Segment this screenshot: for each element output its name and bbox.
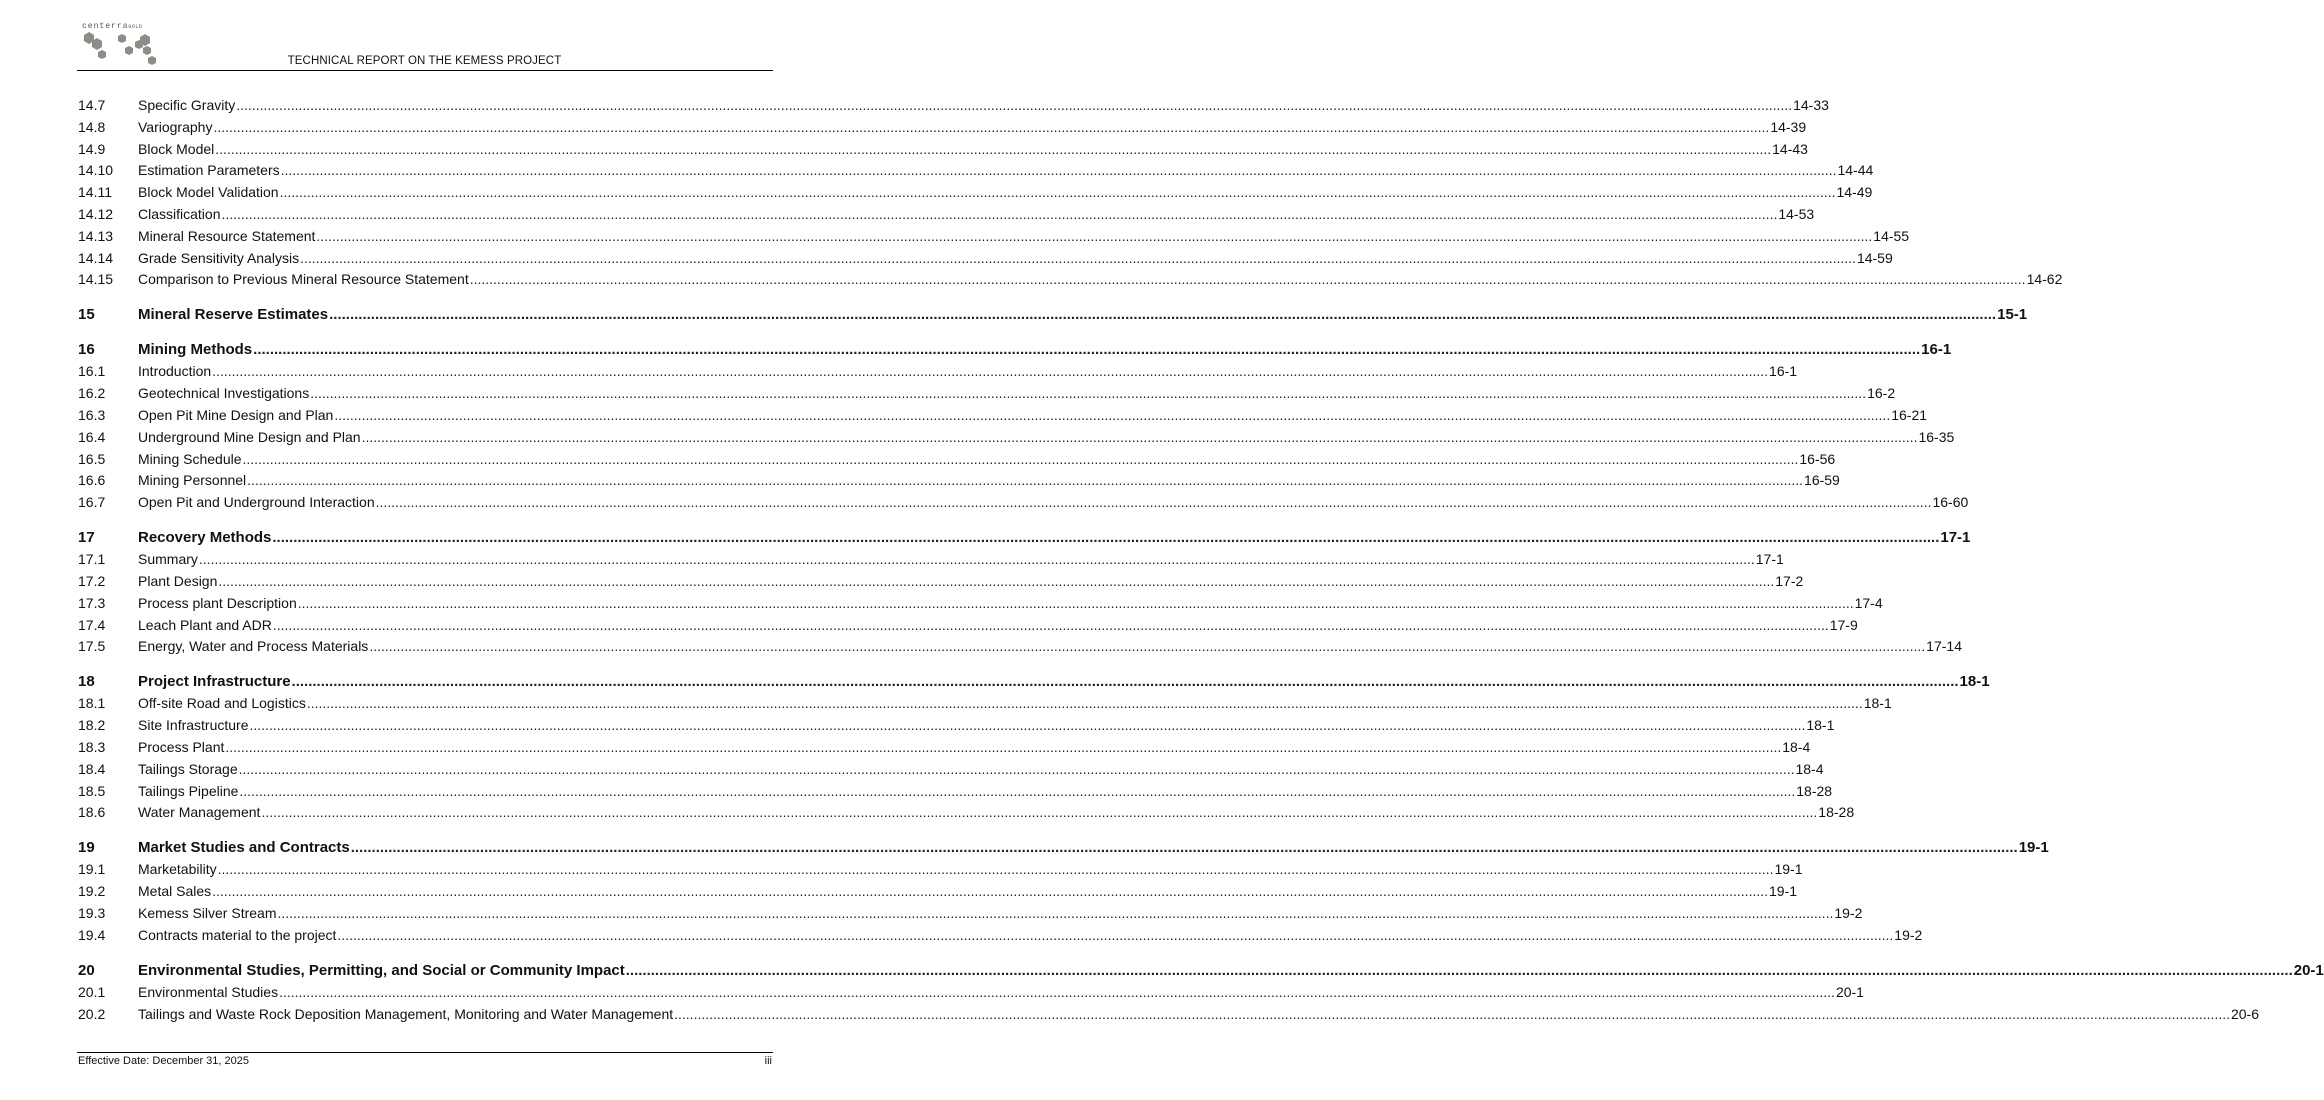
toc-entry-title: Leach Plant and ADR: [138, 616, 272, 633]
dot-leader: ................................................................................................................................................................................................................................................................................................................................................................................................................: [316, 227, 1873, 244]
toc-section-entry[interactable]: [78, 861, 1803, 881]
toc-entry-number: 18.2: [78, 717, 106, 734]
toc-entry-number: 14.9: [78, 140, 106, 157]
toc-section-entry[interactable]: [78, 494, 1969, 514]
dot-leader: ................................................................................................................................................................................................................................................................................................................................................................................................................: [469, 271, 2026, 288]
dot-leader: ................................................................................................................................................................................................................................................................................................................................................................................................................: [369, 638, 1926, 655]
toc-section-entry[interactable]: [78, 905, 1863, 925]
toc-entry-page: 19-2: [1894, 926, 1923, 943]
toc-entry-title: Tailings and Waste Rock Deposition Management, Monitoring and Water Management: [138, 1005, 674, 1022]
dot-leader: ................................................................................................................................................................................................................................................................................................................................................................................................................: [239, 782, 1796, 799]
toc-entry-title: Marketability: [138, 861, 217, 878]
toc-section-entry[interactable]: [78, 140, 1808, 161]
dot-leader: ................................................................................................................................................................................................................................................................................................................................................................................................................: [280, 162, 1837, 179]
dot-leader: ................................................................................................................................................................................................................................................................................................................................................................................................................: [238, 760, 1795, 777]
toc-entry-page: 18-28: [1796, 782, 1833, 799]
toc-entry-number: 17.5: [78, 638, 106, 655]
toc-section-entry[interactable]: [78, 926, 1923, 947]
toc-entry-number: 16.4: [78, 428, 106, 445]
toc-entry-title: Environmental Studies, Permitting, and Social or Community Impact: [138, 961, 625, 979]
toc-entry-title: Variography: [138, 118, 213, 135]
toc-entry-number: 14.10: [78, 162, 114, 179]
toc-entry-number: 18.4: [78, 760, 106, 777]
toc-section-entry[interactable]: [78, 249, 1893, 270]
dot-leader: ................................................................................................................................................................................................................................................................................................................................................................................................................: [272, 616, 1829, 633]
toc-entry-number: 19.2: [78, 883, 106, 900]
toc-chapter-entry[interactable]: [78, 306, 2028, 326]
toc-section-entry[interactable]: [78, 428, 1955, 449]
toc-entry-page: 20-6: [2230, 1005, 2260, 1022]
dot-leader: ................................................................................................................................................................................................................................................................................................................................................................................................................: [329, 306, 1997, 324]
dot-leader: ................................................................................................................................................................................................................................................................................................................................................................................................................: [247, 472, 1804, 489]
dot-leader: ................................................................................................................................................................................................................................................................................................................................................................................................................: [310, 385, 1867, 402]
toc-entry-title: Plant Design: [138, 573, 218, 589]
toc-entry-title: Recovery Methods: [138, 529, 272, 547]
toc-section-entry[interactable]: [78, 271, 2063, 291]
toc-chapter-entry[interactable]: [78, 673, 1990, 693]
toc-entry-number: 16.5: [78, 450, 106, 467]
toc-entry-page: 16-21: [1891, 407, 1928, 423]
report-header-title: TECHNICAL REPORT ON THE KEMESS PROJECT: [287, 55, 562, 67]
toc-entry-page: 14-43: [1772, 140, 1808, 157]
toc-section-entry[interactable]: [78, 695, 1892, 715]
toc-entry-title: Market Studies and Contracts: [138, 839, 350, 857]
toc-entry-number: 14.7: [78, 97, 106, 113]
toc-chapter-entry[interactable]: [78, 839, 2049, 859]
dot-leader: ................................................................................................................................................................................................................................................................................................................................................................................................................: [306, 695, 1863, 712]
dot-leader: ................................................................................................................................................................................................................................................................................................................................................................................................................: [218, 573, 1775, 589]
dot-leader: ................................................................................................................................................................................................................................................................................................................................................................................................................: [297, 594, 1854, 611]
toc-section-entry[interactable]: [78, 983, 1864, 1004]
toc-entry-title: Kemess Silver Stream: [138, 905, 277, 921]
toc-entry-number: 20.1: [78, 983, 106, 1000]
toc-entry-title: Geotechnical Investigations: [138, 385, 310, 402]
page-number: iii: [764, 1055, 772, 1067]
toc-entry-title: Process Plant: [138, 739, 225, 755]
toc-entry-title: Water Management: [138, 804, 261, 821]
dot-leader: ................................................................................................................................................................................................................................................................................................................................................................................................................: [674, 1005, 2230, 1022]
footer-divider: [77, 1052, 773, 1053]
toc-entry-title: Off-site Road and Logistics: [138, 695, 306, 712]
toc-entry-title: Mining Personnel: [138, 472, 247, 489]
toc-entry-page: 18-4: [1782, 739, 1811, 755]
toc-entry-number: 18.5: [78, 782, 106, 799]
toc-entry-number: 16: [78, 341, 95, 359]
toc-entry-page: 18-1: [1863, 695, 1892, 712]
toc-entry-title: Environmental Studies: [138, 983, 279, 1000]
dot-leader: ................................................................................................................................................................................................................................................................................................................................................................................................................: [350, 839, 2018, 857]
toc-entry-number: 14.15: [78, 271, 114, 288]
toc-entry-page: 14-33: [1793, 97, 1829, 113]
toc-entry-page: 14-49: [1836, 184, 1873, 201]
toc-entry-title: Classification: [138, 206, 221, 222]
toc-entry-title: Underground Mine Design and Plan: [138, 428, 361, 445]
toc-entry-page: 14-44: [1837, 162, 1874, 179]
toc-entry-page: 17-9: [1829, 616, 1858, 633]
toc-entry-number: 14.12: [78, 206, 114, 222]
dot-leader: ................................................................................................................................................................................................................................................................................................................................................................................................................: [215, 140, 1772, 157]
dot-leader: ................................................................................................................................................................................................................................................................................................................................................................................................................: [261, 804, 1818, 821]
toc-entry-title: Tailings Pipeline: [138, 782, 239, 799]
toc-section-entry[interactable]: [78, 760, 1824, 781]
toc-entry-number: 19.3: [78, 905, 106, 921]
dot-leader: ................................................................................................................................................................................................................................................................................................................................................................................................................: [212, 363, 1769, 380]
toc-entry-page: 18-4: [1795, 760, 1824, 777]
toc-entry-page: 14-53: [1778, 206, 1815, 222]
toc-entry-page: 20-1: [1835, 983, 1864, 1000]
dot-leader: ................................................................................................................................................................................................................................................................................................................................................................................................................: [272, 529, 1940, 547]
dot-leader: ................................................................................................................................................................................................................................................................................................................................................................................................................: [217, 861, 1774, 878]
toc-entry-page: 20-1: [2293, 961, 2324, 979]
toc-entry-title: Summary: [138, 551, 198, 568]
toc-entry-number: 17.1: [78, 551, 106, 568]
dot-leader: ................................................................................................................................................................................................................................................................................................................................................................................................................: [249, 717, 1806, 734]
toc-entry-page: 17-1: [1940, 529, 1971, 547]
toc-entry-number: 17.3: [78, 594, 106, 611]
toc-entry-page: 16-1: [1921, 341, 1952, 359]
toc-entry-title: Estimation Parameters: [138, 162, 280, 179]
toc-entry-title: Project Infrastructure: [138, 673, 291, 691]
toc-entry-page: 17-2: [1775, 573, 1804, 589]
toc-entry-title: Introduction: [138, 363, 212, 380]
toc-section-entry[interactable]: [78, 206, 1815, 226]
header-divider: [77, 70, 773, 71]
toc-section-entry[interactable]: [78, 782, 1833, 803]
toc-entry-title: Block Model: [138, 140, 215, 157]
toc-entry-number: 19.4: [78, 926, 106, 943]
toc-entry-number: 14.13: [78, 227, 114, 244]
dot-leader: ................................................................................................................................................................................................................................................................................................................................................................................................................: [279, 983, 1835, 1000]
toc-entry-title: Energy, Water and Process Materials: [138, 638, 369, 655]
toc-entry-number: 16.7: [78, 494, 106, 511]
toc-section-entry[interactable]: [78, 385, 1896, 405]
toc-entry-page: 18-1: [1806, 717, 1835, 734]
toc-entry-title: Specific Gravity: [138, 97, 236, 113]
toc-entry-number: 16.2: [78, 385, 106, 402]
dot-leader: ................................................................................................................................................................................................................................................................................................................................................................................................................: [337, 926, 1894, 943]
toc-entry-page: 14-39: [1770, 118, 1807, 135]
dot-leader: ................................................................................................................................................................................................................................................................................................................................................................................................................: [253, 341, 1921, 359]
toc-entry-page: 19-1: [2018, 839, 2049, 857]
logo-text-small: GOLD: [128, 24, 143, 30]
dot-leader: ................................................................................................................................................................................................................................................................................................................................................................................................................: [361, 428, 1918, 445]
toc-entry-title: Block Model Validation: [138, 184, 279, 201]
toc-entry-number: 20: [78, 961, 95, 979]
toc-entry-number: 14.14: [78, 249, 114, 266]
dot-leader: ................................................................................................................................................................................................................................................................................................................................................................................................................: [625, 961, 2293, 979]
toc-entry-number: 19: [78, 839, 95, 857]
toc-entry-page: 17-14: [1926, 638, 1962, 655]
toc-entry-number: 14.8: [78, 118, 106, 135]
dot-leader: ................................................................................................................................................................................................................................................................................................................................................................................................................: [198, 551, 1755, 568]
toc-section-entry[interactable]: [78, 594, 1883, 615]
toc-section-entry[interactable]: [78, 883, 1798, 903]
dot-leader: ................................................................................................................................................................................................................................................................................................................................................................................................................: [221, 206, 1778, 222]
toc-entry-title: Open Pit Mine Design and Plan: [138, 407, 334, 423]
dot-leader: ................................................................................................................................................................................................................................................................................................................................................................................................................: [236, 97, 1793, 113]
toc-entry-title: Metal Sales: [138, 883, 212, 900]
dot-leader: ................................................................................................................................................................................................................................................................................................................................................................................................................: [277, 905, 1834, 921]
toc-entry-number: 18.3: [78, 739, 106, 755]
effective-date: Effective Date: December 31, 2025: [78, 1055, 250, 1067]
toc-section-entry[interactable]: [78, 616, 1858, 637]
toc-entry-page: 17-1: [1755, 551, 1784, 568]
dot-leader: ................................................................................................................................................................................................................................................................................................................................................................................................................: [212, 883, 1769, 900]
toc-entry-number: 18.1: [78, 695, 106, 712]
toc-section-entry[interactable]: [78, 638, 1962, 658]
toc-entry-number: 17.4: [78, 616, 106, 633]
toc-entry-number: 18.6: [78, 804, 106, 821]
toc-entry-page: 19-1: [1774, 861, 1803, 878]
toc-section-entry[interactable]: [78, 1005, 2260, 1026]
toc-entry-page: 16-59: [1804, 472, 1840, 489]
dot-leader: ................................................................................................................................................................................................................................................................................................................................................................................................................: [242, 450, 1799, 467]
toc-entry-page: 18-1: [1959, 673, 1990, 691]
toc-entry-number: 16.3: [78, 407, 106, 423]
toc-entry-page: 14-55: [1873, 227, 1910, 244]
toc-section-entry[interactable]: [78, 804, 1855, 824]
toc-entry-title: Mineral Reserve Estimates: [138, 306, 329, 324]
toc-section-entry[interactable]: [78, 118, 1807, 139]
dot-leader: ................................................................................................................................................................................................................................................................................................................................................................................................................: [300, 249, 1856, 266]
toc-entry-number: 17: [78, 529, 95, 547]
toc-section-entry[interactable]: [78, 407, 1928, 427]
toc-entry-number: 15: [78, 306, 95, 324]
toc-section-entry[interactable]: [78, 97, 1829, 117]
toc-entry-title: Mineral Resource Statement: [138, 227, 316, 244]
toc-entry-number: 14.11: [78, 184, 112, 201]
toc-entry-page: 17-4: [1854, 594, 1883, 611]
dot-leader: ................................................................................................................................................................................................................................................................................................................................................................................................................: [213, 118, 1770, 135]
toc-section-entry[interactable]: [78, 363, 1798, 383]
dot-leader: ................................................................................................................................................................................................................................................................................................................................................................................................................: [225, 739, 1782, 755]
toc-entry-number: 17.2: [78, 573, 106, 589]
toc-entry-title: Mining Schedule: [138, 450, 242, 467]
toc-entry-page: 16-1: [1769, 363, 1798, 380]
dot-leader: ................................................................................................................................................................................................................................................................................................................................................................................................................: [291, 673, 1959, 691]
toc-entry-number: 19.1: [78, 861, 106, 878]
toc-section-entry[interactable]: [78, 551, 1784, 571]
toc-entry-page: 19-1: [1769, 883, 1798, 900]
toc-entry-number: 18: [78, 673, 95, 691]
toc-entry-title: Process plant Description: [138, 594, 297, 611]
toc-section-entry[interactable]: [78, 717, 1835, 737]
toc-section-entry[interactable]: [78, 739, 1811, 759]
toc-entry-title: Tailings Storage: [138, 760, 238, 777]
dot-leader: ................................................................................................................................................................................................................................................................................................................................................................................................................: [334, 407, 1891, 423]
toc-section-entry[interactable]: [78, 472, 1840, 492]
toc-section-entry[interactable]: [78, 162, 1874, 182]
toc-chapter-entry[interactable]: [78, 961, 2324, 982]
logo-text-main: centerra: [82, 22, 129, 31]
toc-entry-title: Site Infrastructure: [138, 717, 249, 734]
toc-entry-title: Comparison to Previous Mineral Resource Statement: [138, 271, 469, 288]
toc-chapter-entry[interactable]: [78, 529, 1971, 549]
toc-entry-page: 18-28: [1818, 804, 1855, 821]
toc-entry-page: 16-35: [1918, 428, 1955, 445]
toc-entry-number: 16.1: [78, 363, 106, 380]
toc-entry-page: 16-60: [1932, 494, 1969, 511]
toc-entry-title: Open Pit and Underground Interaction: [138, 494, 375, 511]
toc-section-entry[interactable]: [78, 227, 1910, 248]
toc-entry-number: 20.2: [78, 1005, 106, 1022]
toc-section-entry[interactable]: [78, 573, 1804, 593]
dot-leader: ................................................................................................................................................................................................................................................................................................................................................................................................................: [375, 494, 1932, 511]
toc-entry-page: 15-1: [1997, 306, 2028, 324]
toc-entry-page: 19-2: [1834, 905, 1863, 921]
dot-leader: ................................................................................................................................................................................................................................................................................................................................................................................................................: [279, 184, 1836, 201]
toc-entry-title: Mining Methods: [138, 341, 253, 359]
toc-entry-title: Contracts material to the project: [138, 926, 337, 943]
toc-entry-page: 16-56: [1799, 450, 1836, 467]
toc-entry-page: 14-62: [2026, 271, 2063, 288]
toc-entry-number: 16.6: [78, 472, 106, 489]
toc-entry-page: 14-59: [1856, 249, 1893, 266]
toc-entry-page: 16-2: [1867, 385, 1896, 402]
toc-section-entry[interactable]: [78, 184, 1873, 204]
toc-entry-title: Grade Sensitivity Analysis: [138, 249, 300, 266]
toc-chapter-entry[interactable]: [78, 341, 1952, 361]
toc-section-entry[interactable]: [78, 450, 1836, 471]
